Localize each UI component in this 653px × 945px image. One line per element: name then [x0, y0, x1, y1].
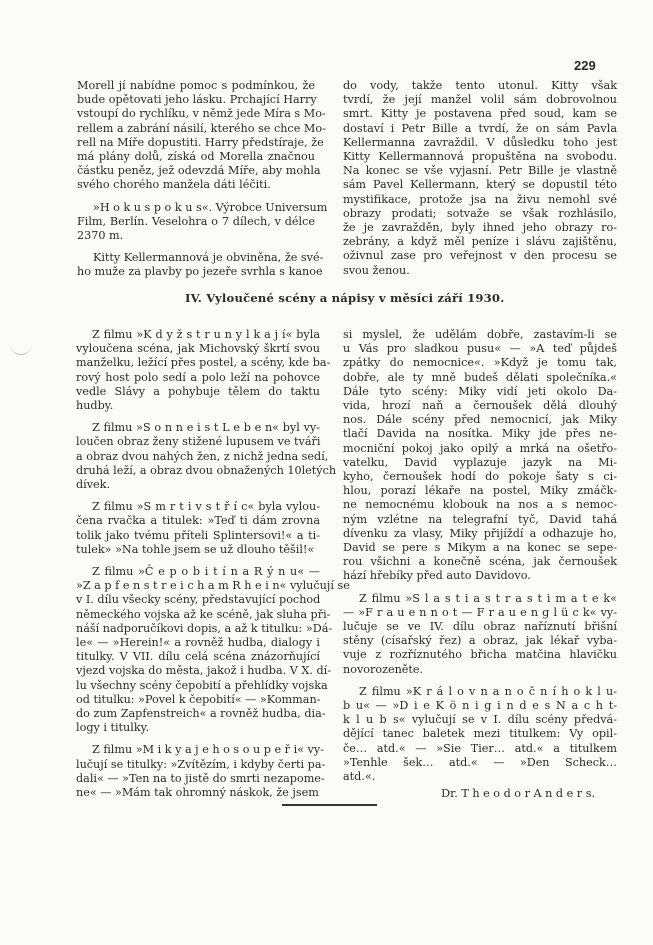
text-line: dali« — »Ten na to jistě do smrti nezapome- — [76, 771, 325, 785]
text-line: vyloučena scéna, jak Michovský škrtí svou — [76, 342, 320, 356]
text-line: dostaví i Petr Bille a tvrdí, že on sám Pavla — [343, 121, 617, 135]
text-line: má plány dolů, získá od Morella značnou — [77, 150, 315, 164]
text-line: Na konec se vše vyjasní. Petr Bille je vlastně — [343, 164, 617, 178]
text-line: bude opětovati jeho lásku. Prchající Harry — [77, 93, 317, 107]
text-line: rellem a zabrání násilí, kterého se chce Mo- — [77, 121, 326, 135]
paragraph — [343, 328, 617, 584]
punch-hole-mark — [10, 338, 32, 355]
text-line: lučují se titulky: »Zvítězím, i kdyby čerti pa- — [76, 757, 326, 771]
text-line: hlou, porazí lékaře na postel, Miky zmáčk- — [343, 484, 617, 498]
paragraph — [77, 79, 326, 193]
paragraph — [343, 79, 617, 278]
bottom-left-column — [76, 328, 350, 800]
text-line: 2370 m. — [77, 229, 124, 243]
text-line: dívenku za vlasy, Miky přijíždí a odhazuje ho, — [343, 526, 617, 540]
top-right-column — [343, 79, 617, 278]
text-line: Kitty Kellermannová propuštěna na svobodu. — [343, 150, 617, 164]
text-line: Z filmu »Č e p o b i t í n a R ý n u« — — [92, 565, 320, 579]
text-line: novorozeněte. — [343, 662, 424, 676]
paragraph — [76, 500, 320, 557]
text-line: zpátky do nemocnice«. »Když je tomu tak, — [343, 356, 617, 370]
text-line: tulek» »Na tohle jsem se už dlouho těšil!« — [76, 542, 315, 556]
text-line: druhá leží, a obraz dvou obnažených 10letých — [76, 463, 337, 477]
text-line: nos. Dále scény před nemocnicí, jak Miky — [343, 413, 617, 427]
text-line: Morell jí nabídne pomoc s podmínkou, že — [77, 79, 315, 92]
text-line: v I. dílu všecky scény, představující pochod — [76, 593, 321, 607]
section-title: IV. Vyloučené scény a nápisy v měsíci září 1930. — [185, 291, 505, 305]
text-line: lučuje se ve IV. dílu obraz naříznutí břišní — [343, 620, 617, 634]
text-line: náší nadporučíkovi dopis, a až k titulku: »Dá- — [76, 621, 333, 635]
page-number: 229 — [574, 58, 596, 73]
text-line: dobře, ale ty mně budeš dělati společníka.« — [343, 370, 617, 384]
text-line: atd.«. — [343, 770, 376, 784]
text-line: manželku, ležící přes postel, a scény, kde ba- — [76, 356, 331, 370]
text-line: svého chorého manžela dáti léčiti. — [77, 178, 271, 192]
text-line: rell na Míře dopustiti. Harry předstíraje, že — [77, 135, 324, 149]
text-line: mocniční pokoj jako opilý a mrká na ošetřo- — [343, 441, 617, 455]
text-line: do zum Zapfenstreich« a rovněž hudba, dia- — [76, 707, 326, 721]
text-line: německého vojska až ke scéně, jak sluha při- — [76, 607, 331, 621]
text-line: loučen obraz ženy stižené lupusem ve tváři — [76, 435, 321, 449]
text-line: ho muže za plavby po jezeře svrhla s kanoe — [77, 265, 323, 279]
text-line: lu všechny scény čepobití a přehlídky vojska — [76, 678, 328, 692]
text-line: částku peněz, jež odevzdá Míře, aby mohla — [77, 164, 321, 178]
text-line: ne« — »Mám tak ohromný náskok, že jsem — [76, 786, 319, 800]
text-line: če… atd.« — »Sie Tier… atd.« a titulkem — [343, 741, 617, 755]
text-line: Kellermanna zavraždil. V důsledku toho jest — [343, 135, 617, 149]
paragraph — [343, 592, 617, 677]
text-line: David se pere s Mikym a na konec se sepe- — [343, 541, 617, 555]
text-line: mystifikace, protože jsa na živu nemohl své — [343, 192, 617, 206]
text-line: tolik jako tvému příteli Splintersovi!« a ti- — [76, 528, 320, 542]
text-line: hudby. — [76, 399, 114, 413]
text-line: k l u b s« vylučují se v I. dílu scény předvá- — [343, 713, 617, 727]
text-line: u Vás pro sladkou pusu« — »A teď půjdeš — [343, 342, 617, 356]
top-left-column — [77, 79, 328, 280]
text-line: vstoupí do rychlíku, v němž jede Míra s Mo- — [77, 107, 326, 121]
text-line: rový host polo sedí a polo leží na pohovce — [76, 370, 320, 384]
paragraph — [77, 200, 328, 244]
text-line: dívek. — [76, 478, 111, 492]
text-line: Z filmu »S l a s t i a s t r a s t i m a t e k« — [359, 591, 617, 605]
text-line: si myslel, že udělám dobře, zastavím-li se — [343, 328, 617, 341]
paragraph — [343, 685, 617, 784]
text-line: stěny (císařský řez) a obraz, jak lékař vyba- — [343, 634, 617, 648]
text-line: kyho, černoušek hodí do pokoje šaty s ci- — [343, 470, 617, 484]
text-line: smrt. Kitty je postavena před soud, kam se — [343, 107, 617, 121]
text-line: Z filmu »M i k y a j e h o s o u p e ř i« vy- — [92, 743, 324, 757]
text-line: obrazy prodati; sotvaže se však rozhlásilo, — [343, 206, 617, 220]
text-line: titulky. V VII. dílu celá scéna znázorňující — [76, 650, 320, 664]
paragraph — [76, 565, 350, 735]
text-line: logy i titulky. — [76, 721, 150, 735]
paragraph — [76, 328, 331, 413]
text-line: Z filmu »K r á l o v n a n o č n í h o k l u- — [359, 684, 617, 698]
text-line: Kitty Kellermannová je obviněna, že své- — [93, 251, 324, 265]
text-line: vuje z rozříznutého břicha matčina hlavičku — [343, 648, 617, 662]
text-line: oživnul zase pro veřejnost v den procesu se — [343, 249, 617, 263]
text-line: Z filmu »S m r t i v s t ř í c« byla vylou- — [92, 500, 320, 514]
paragraph — [76, 421, 337, 492]
text-line: svou ženou. — [343, 263, 410, 277]
text-line: vida, hrozí naň a černoušek dělá dlouhý — [343, 399, 617, 413]
text-line: — »F r a u e n n o t — F r a u e n g l ü c k« vy- — [343, 605, 617, 619]
text-line: do vody, takže tento utonul. Kitty však — [343, 79, 617, 92]
text-line: tlačí Davida na nosítka. Miky jde přes ne- — [343, 427, 617, 441]
text-line: vjezd vojska do města, jakož i hudba. V X. dí- — [76, 664, 331, 678]
text-line: zebrány, a když měl peníze i slávu zajištěnu, — [343, 235, 617, 249]
author-signature: Dr. T h e o d o r A n d e r s. — [441, 787, 595, 801]
text-line: b u« — »D i e K ö n i g i n d e s N a c h t- — [343, 699, 617, 713]
paragraph — [76, 743, 326, 800]
end-rule-divider — [282, 804, 377, 806]
text-line: »Tenhle šek… atd.« — »Den Scheck… — [343, 755, 617, 769]
text-line: tvrdí, že její manžel volil sám dobrovolnou — [343, 93, 617, 107]
text-line: Film, Berlín. Veselohra o 7 dílech, v délce — [77, 214, 315, 228]
text-line: a obraz dvou nahých žen, z nichž jedna sedí, — [76, 449, 329, 463]
text-line: čena rvačka a titulek: »Teď ti dám zrovna — [76, 514, 320, 528]
text-line: rou všichni a konečně scéna, jak černoušek — [343, 555, 617, 569]
text-line: od titulku: »Povel k čepobití« — »Komman- — [76, 692, 321, 706]
text-line: »H o k u s p o k u s«. Výrobce Universum — [93, 200, 328, 214]
text-line: vedle Slávy a pohybuje tělem do taktu — [76, 384, 320, 398]
paragraph — [77, 251, 324, 279]
text-line: ne nemocnému klobouk na nos a s nemoc- — [343, 498, 617, 512]
text-line: sám Pavel Kellermann, který se dopustil této — [343, 178, 617, 192]
text-line: hází hřebíky před auto Davidovo. — [343, 569, 531, 583]
text-line: »Z a p f e n s t r e i c h a m R h e i n« vylučují se — [76, 579, 350, 593]
text-line: Z filmu »S o n n e i s t L e b e n« byl vy- — [92, 421, 320, 435]
text-line: Dále tyto scény: Miky vidí jeti okolo Da- — [343, 384, 617, 398]
text-line: le« — »Herein!« a rovněž hudba, dialogy i — [76, 636, 320, 650]
text-line: Z filmu »K d y ž s t r u n y l k a j í« byla — [92, 328, 320, 341]
text-line: vatelku, David vyplazuje jazyk na Mi- — [343, 455, 617, 469]
text-line: dějící tanec baletek mezi titulkem: Vy opil- — [343, 727, 617, 741]
bottom-right-column — [343, 328, 617, 802]
text-line: ným vzlétne na telegrafní tyč, David tahá — [343, 512, 617, 526]
text-line: že je zavražděn, byly ihned jeho obrazy ro- — [343, 221, 617, 235]
